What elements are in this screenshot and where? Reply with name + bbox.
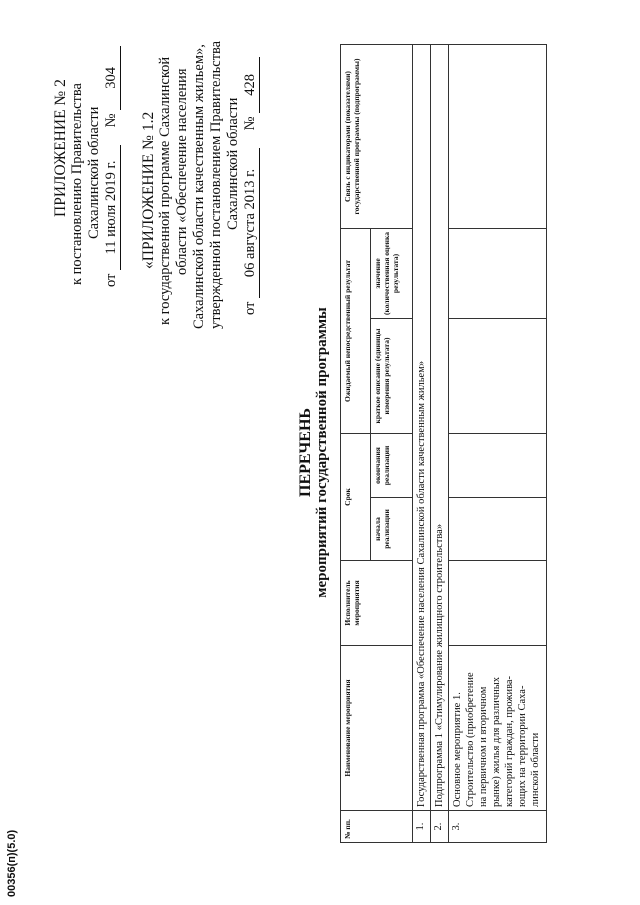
- row-3-name: [449, 646, 547, 811]
- header-link: Связь с индикаторами (показателями) государственной программы (подпрограммы): [341, 45, 413, 229]
- appendix-2-date: 11 июля 2019 г.: [103, 145, 121, 270]
- row-3-line: на первичном и вторичном: [478, 686, 489, 807]
- row-3-executor: [449, 561, 547, 646]
- document-code: 00356(п)(5.0): [6, 829, 18, 897]
- appendix-1-2-block: [140, 41, 260, 375]
- title-subtitle: мероприятий государственной программы: [314, 307, 330, 598]
- row-3-line: категорий граждан, прожива-: [504, 675, 515, 807]
- row-3-num: 3.: [449, 811, 547, 843]
- header-name: Наименование мероприятия: [341, 646, 413, 811]
- appendix-2-line-1: к постановлению Правительства: [69, 83, 85, 285]
- measures-table: [340, 44, 547, 843]
- appendix-1-2-date: 06 августа 2013 г.: [242, 148, 260, 298]
- header-result: Ожидаемый непосредственный результат: [341, 229, 371, 434]
- header-term-end: окончания реализации: [371, 434, 413, 498]
- row-3-line: рынке) жилья для различных: [491, 676, 502, 807]
- document-title: [297, 0, 331, 905]
- row-3-link: [449, 45, 547, 229]
- appendix-2-block: [52, 46, 121, 287]
- row-2-text: Подпрограмма 1 «Стимулирование жилищного строительства»: [431, 45, 449, 811]
- header-executor: Исполнитель мероприятия: [341, 561, 413, 646]
- row-1-num: 1.: [413, 811, 431, 843]
- appendix-1-2-line-1: к государственной программе Сахалинской: [157, 56, 173, 325]
- header-num: № пп.: [341, 811, 413, 843]
- table-row: [413, 45, 431, 843]
- appendix-1-2-number-label: №: [242, 116, 258, 131]
- appendix-2-line-2: Сахалинской области: [86, 106, 102, 239]
- table-row: [431, 45, 449, 843]
- header-term: Срок: [341, 434, 371, 561]
- row-3-term-end: [449, 434, 547, 498]
- appendix-2-date-line: [103, 46, 121, 287]
- appendix-1-2-number: 428: [242, 57, 260, 113]
- appendix-2-number-label: №: [103, 113, 119, 128]
- row-2-num: 2.: [431, 811, 449, 843]
- row-1-text: Государственная программа «Обеспечение населения Сахалинской области качественным жильем»: [413, 45, 431, 811]
- header-result-value: значение (количественная оценка результата): [371, 229, 413, 319]
- table-row: [449, 45, 547, 843]
- appendix-1-2-line-3: Сахалинской области качественным жильем»,: [191, 44, 207, 329]
- row-3-line: Строительство (приобретение: [465, 672, 476, 807]
- appendix-1-2-title: «ПРИЛОЖЕНИЕ № 1.2: [140, 111, 157, 269]
- row-3-line: Основное мероприятие 1.: [452, 692, 463, 807]
- row-3-line: линской области: [530, 732, 541, 807]
- row-3-line: ющих на территории Саха-: [517, 685, 528, 807]
- appendix-2-number: 304: [103, 46, 121, 110]
- appendix-2-title: ПРИЛОЖЕНИЕ № 2: [52, 79, 69, 217]
- row-3-term-start: [449, 498, 547, 561]
- header-term-start: начала реализации: [371, 498, 413, 561]
- row-3-result-desc: [449, 319, 547, 434]
- row-3-result-value: [449, 229, 547, 319]
- appendix-1-2-line-2: области «Обеспечение населения: [174, 68, 190, 275]
- header-result-desc: краткое описание (единицы измерения результата): [371, 319, 413, 434]
- appendix-1-2-line-5: Сахалинской области: [225, 97, 241, 230]
- appendix-1-2-from-label: от: [242, 301, 258, 315]
- appendix-1-2-date-line: [242, 41, 260, 375]
- title-perechen: ПЕРЕЧЕНЬ: [297, 408, 314, 497]
- appendix-1-2-line-4: утвержденной постановлением Правительства: [208, 40, 224, 329]
- appendix-2-from-label: от: [103, 273, 119, 287]
